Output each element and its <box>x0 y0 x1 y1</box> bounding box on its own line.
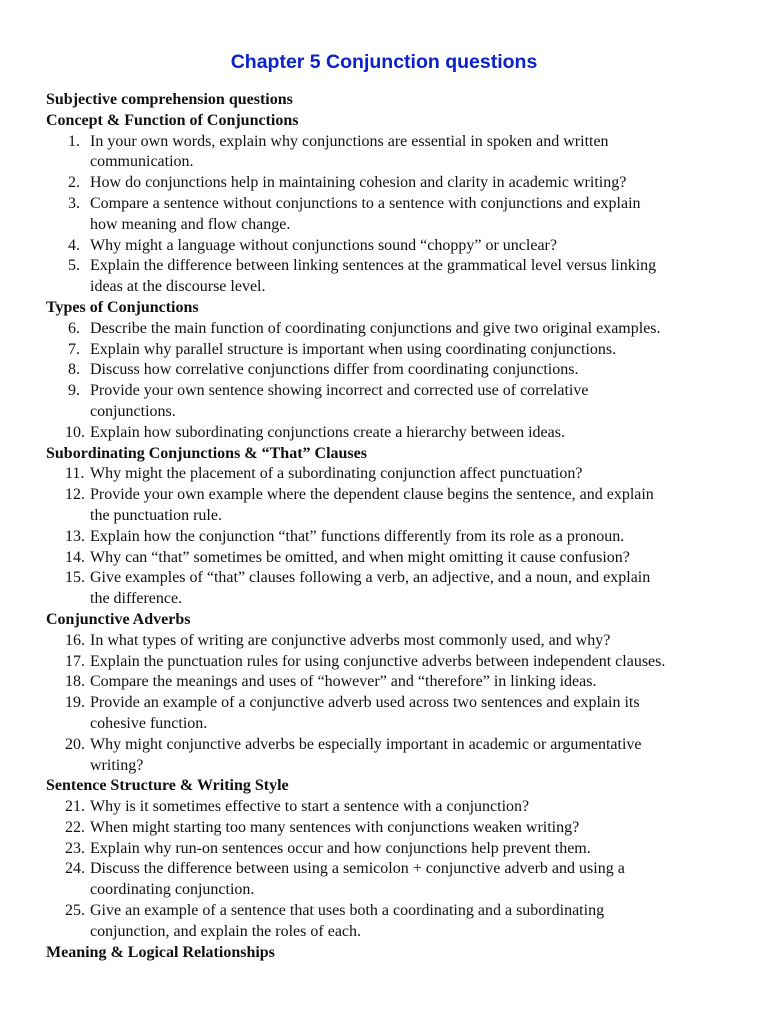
question-text-line: communication. <box>90 153 194 171</box>
question-item <box>46 236 736 257</box>
question-text <box>46 631 736 652</box>
question-text <box>46 735 736 777</box>
question-number: 14. <box>65 548 85 566</box>
question-item <box>46 173 736 194</box>
intro-heading: Subjective comprehension questions <box>46 91 293 108</box>
question-text-line: conjunctions. <box>90 402 176 420</box>
question-text-line: the difference. <box>90 590 183 608</box>
question-text <box>46 423 736 444</box>
section-heading: Types of Conjunctions <box>46 298 199 316</box>
question-item <box>46 672 736 693</box>
question-item <box>46 548 736 569</box>
section-heading: Conjunctive Adverbs <box>46 610 191 628</box>
question-item <box>46 194 736 236</box>
question-number: 22. <box>65 818 85 836</box>
section-heading: Concept & Function of Conjunctions <box>46 111 299 129</box>
question-text-line: cohesive function. <box>90 714 208 732</box>
question-text-line: Explain how subordinating conjunctions create a hierarchy between ideas. <box>90 423 565 441</box>
question-text-line: Discuss the difference between using a semicolon + conjunctive adverb and using a <box>90 860 625 878</box>
question-item <box>46 360 736 381</box>
question-item <box>46 859 736 901</box>
question-item <box>46 797 736 818</box>
question-text <box>46 236 736 257</box>
question-text-line: Give an example of a sentence that uses both a coordinating and a subordinating <box>90 902 605 920</box>
question-number: 11. <box>65 465 85 483</box>
question-number: 15. <box>65 569 85 587</box>
question-text <box>46 672 736 693</box>
question-text-line: Explain the difference between linking sentences at the grammatical level versus linking <box>90 257 657 275</box>
question-item <box>46 527 736 548</box>
section-heading: Subordinating Conjunctions & “That” Clauses <box>46 444 367 462</box>
question-text <box>46 527 736 548</box>
question-text-line: Why might the placement of a subordinating conjunction affect punctuation? <box>90 465 583 483</box>
question-text-line: Compare the meanings and uses of “however” and “therefore” in linking ideas. <box>90 673 597 691</box>
question-text-line: ideas at the discourse level. <box>90 278 266 296</box>
question-item <box>46 319 736 340</box>
question-item <box>46 901 736 943</box>
question-text-line: Why might a language without conjunctions sound “choppy” or unclear? <box>90 236 557 254</box>
question-number: 20. <box>65 735 85 753</box>
question-text-line: How do conjunctions help in maintaining cohesion and clarity in academic writing? <box>90 174 627 192</box>
question-text <box>46 901 736 943</box>
question-text <box>46 797 736 818</box>
question-text-line: conjunction, and explain the roles of each. <box>90 922 362 940</box>
question-text-line: Give examples of “that” clauses following a verb, an adjective, and a noun, and explain <box>90 569 651 587</box>
question-text <box>46 485 736 527</box>
question-item <box>46 693 736 735</box>
question-text <box>46 340 736 361</box>
question-text-line: how meaning and flow change. <box>90 215 291 233</box>
question-item <box>46 631 736 652</box>
question-text <box>46 568 736 610</box>
question-text <box>46 319 736 340</box>
question-text-line: Discuss how correlative conjunctions differ from coordinating conjunctions. <box>90 361 579 379</box>
question-text-line: Describe the main function of coordinating conjunctions and give two original examples. <box>90 319 661 337</box>
document-body <box>46 90 736 963</box>
question-number: 4. <box>68 236 80 254</box>
question-number: 7. <box>68 340 80 358</box>
question-text-line: Why is it sometimes effective to start a sentence with a conjunction? <box>90 798 530 816</box>
question-text-line: Why can “that” sometimes be omitted, and when might omitting it cause confusion? <box>90 548 630 566</box>
question-text-line: Explain why parallel structure is important when using coordinating conjunctions. <box>90 340 617 358</box>
question-text-line: Provide your own sentence showing incorrect and corrected use of correlative <box>90 382 589 400</box>
question-text-line: Provide your own example where the dependent clause begins the sentence, and explain <box>90 486 654 504</box>
question-text-line: coordinating conjunction. <box>90 881 255 899</box>
question-item <box>46 735 736 777</box>
question-item <box>46 464 736 485</box>
question-item <box>46 381 736 423</box>
question-text <box>46 381 736 423</box>
question-text <box>46 360 736 381</box>
question-text <box>46 818 736 839</box>
question-text <box>46 194 736 236</box>
question-number: 1. <box>68 132 80 150</box>
question-item <box>46 132 736 174</box>
question-item <box>46 652 736 673</box>
question-item <box>46 340 736 361</box>
question-text <box>46 464 736 485</box>
question-text-line: Explain how the conjunction “that” functions differently from its role as a pronoun. <box>90 527 625 545</box>
question-number: 12. <box>65 486 85 504</box>
question-text <box>46 652 736 673</box>
question-number: 17. <box>65 652 85 670</box>
question-number: 3. <box>68 194 80 212</box>
section-heading: Sentence Structure & Writing Style <box>46 777 289 795</box>
question-text-line: In what types of writing are conjunctive adverbs most commonly used, and why? <box>90 631 611 649</box>
question-number: 16. <box>65 631 85 649</box>
question-number: 25. <box>65 902 85 920</box>
question-item <box>46 818 736 839</box>
question-text-line: Explain the punctuation rules for using conjunctive adverbs between independent clauses. <box>90 652 666 670</box>
question-number: 13. <box>65 527 85 545</box>
question-number: 23. <box>65 839 85 857</box>
question-item <box>46 485 736 527</box>
question-number: 8. <box>68 361 80 379</box>
question-number: 24. <box>65 860 85 878</box>
question-text-line: Compare a sentence without conjunctions to a sentence with conjunctions and explain <box>90 194 641 212</box>
question-text <box>46 859 736 901</box>
question-text-line: writing? <box>90 756 144 774</box>
page-title: Chapter 5 Conjunction questions <box>230 51 538 73</box>
question-text-line: When might starting too many sentences with conjunctions weaken writing? <box>90 818 580 836</box>
question-number: 19. <box>65 694 85 712</box>
question-text <box>46 693 736 735</box>
question-text-line: Why might conjunctive adverbs be especially important in academic or argumentative <box>90 735 642 753</box>
question-text <box>46 173 736 194</box>
question-item <box>46 423 736 444</box>
question-number: 6. <box>68 319 80 337</box>
question-number: 18. <box>65 673 85 691</box>
question-number: 2. <box>68 174 80 192</box>
question-number: 21. <box>65 798 85 816</box>
section-heading: Meaning & Logical Relationships <box>46 943 275 961</box>
question-text <box>46 839 736 860</box>
question-text <box>46 256 736 298</box>
question-text <box>46 132 736 174</box>
question-number: 10. <box>65 423 85 441</box>
question-text <box>46 548 736 569</box>
question-item <box>46 839 736 860</box>
question-number: 5. <box>68 257 80 275</box>
question-item <box>46 256 736 298</box>
question-number: 9. <box>68 382 80 400</box>
question-text-line: Explain why run-on sentences occur and how conjunctions help prevent them. <box>90 839 591 857</box>
question-text-line: Provide an example of a conjunctive adverb used across two sentences and explain its <box>90 694 640 712</box>
question-item <box>46 568 736 610</box>
question-text-line: the punctuation rule. <box>90 506 222 524</box>
question-text-line: In your own words, explain why conjunctions are essential in spoken and written <box>90 132 609 150</box>
